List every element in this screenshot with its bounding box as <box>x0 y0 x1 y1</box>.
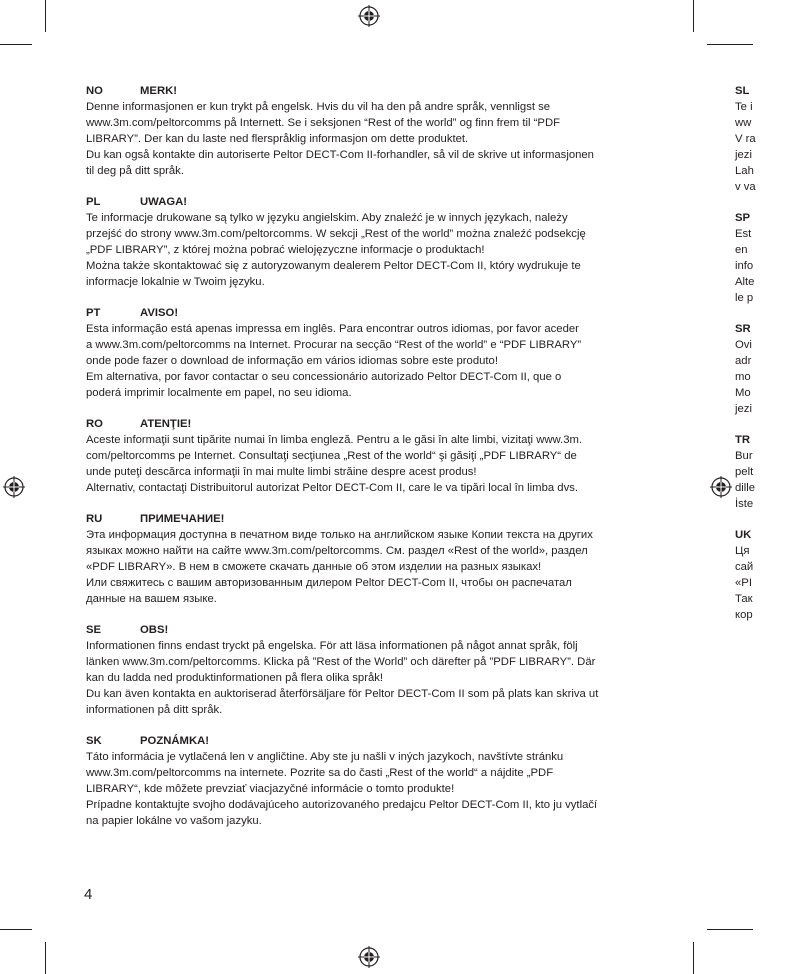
registration-mark-icon <box>3 476 25 498</box>
crop-mark <box>45 0 46 32</box>
page-number: 4 <box>84 886 93 903</box>
text-line: le p <box>735 292 754 304</box>
section-se <box>86 622 656 718</box>
text-line: Mo <box>735 387 751 399</box>
text-line: Ovi <box>735 339 752 351</box>
section-pt <box>86 305 656 401</box>
registration-mark-icon <box>358 946 380 968</box>
section-text: Te informacje drukowane są tylko w języku angielskim. Aby znaleźć je w innych językach, należy przejść do strony www.3m.com/peltorcomms. W sekcji „Rest of the world” można znaleźć podsekcję „PDF LIBRARY”, z której można pobrać wielojęzyczne informacje o produktach! Można także skontaktować się z autoryzowanym dealerem Peltor DECT-Com II, który wydrukuje te informacje lokalnie w Twoim języku. <box>86 212 586 288</box>
registration-mark-icon <box>710 476 732 498</box>
section-text: Táto informácia je vytlačená len v angličtine. Aby ste ju našli v iných jazykoch, navštívte stránku www.3m.com/peltorcomms na internete. Pozrite sa do časti „Rest of the world“ a nájdite „PDF LIBRARY“, kde môžete prevziať viacjazyčné informácie o tomto produkte! Prípadne kontaktujte svojho dodávajúceho autorizovaného predajcu Peltor DECT-Com II, kto ju vytlačí na papier lokálne vo vašom jazyku. <box>86 751 598 827</box>
section-sl <box>735 83 795 195</box>
section-code: SK <box>86 735 102 747</box>
section-text: Esta informação está apenas impressa em inglês. Para encontrar outros idiomas, por favor aceder a www.3m.com/peltorcomms na Internet. Procurar na secção “Rest of the world” e “PDF LIBRARY” onde pode fazer o download de informação em vários idiomas sobre este produto! Em alternativa, por favor contactar o seu concessionário autorizado Peltor DECT-Com II, que o poderá imprimir localmente em papel, no seu idioma. <box>86 323 582 399</box>
section-code: TR <box>735 434 751 446</box>
section-no <box>86 83 656 179</box>
text-line: jezi <box>735 403 752 415</box>
text-line: pelt <box>735 466 754 478</box>
text-line: «PI <box>735 577 752 589</box>
section-sk <box>86 733 656 829</box>
section-heading: AVISO! <box>140 307 179 319</box>
section-code: RO <box>86 418 103 430</box>
crop-mark <box>0 44 32 45</box>
text-line: info <box>735 260 754 272</box>
text-line: v va <box>735 181 756 193</box>
section-text: Denne informasjonen er kun trykt på engelsk. Hvis du vil ha den på andre språk, vennligst se www.3m.com/peltorcomms på Internett. Se i seksjonen “Rest of the world” og finn frem til “PDF LIBRARY”. Der kan du laste ned flerspråklig informasjon om dette produktet. Du kan også kontakte din autoriserte Peltor DECT-Com II-forhandler, så vil de skrive ut informasjonen til deg på ditt språk. <box>86 101 594 177</box>
section-heading: MERK! <box>140 85 178 97</box>
text-line: V ra <box>735 133 756 145</box>
section-code: PT <box>86 307 101 319</box>
crop-mark <box>693 942 694 974</box>
section-code: SR <box>735 323 751 335</box>
section-heading: OBS! <box>140 624 169 636</box>
crop-mark <box>707 929 753 930</box>
section-code: NO <box>86 85 103 97</box>
section-pl <box>86 194 656 290</box>
section-text: Informationen finns endast tryckt på engelska. För att läsa informationen på något annat språk, följ länken www.3m.com/peltorcomms. Klicka på ”Rest of the World” och därefter på ”PDF LIBRARY”. Där kan du ladda ned produktinformationen på flera olika språk! Du kan även kontakta en auktoriserad återförsäljare för Peltor DECT-Com II som på plats kan skriva ut informationen på ditt språk. <box>86 640 599 716</box>
section-code: SE <box>86 624 102 636</box>
section-heading: UWAGA! <box>140 196 188 208</box>
text-line: ww <box>735 117 752 129</box>
text-line: Te i <box>735 101 753 113</box>
section-tr <box>735 432 795 512</box>
section-sr <box>735 321 795 417</box>
text-line: jezi <box>735 149 752 161</box>
crop-mark <box>707 44 753 45</box>
text-line: Lah <box>735 165 754 177</box>
section-heading: ПРИМЕЧАНИЕ! <box>140 513 225 525</box>
text-line: mo <box>735 371 751 383</box>
text-line: кор <box>735 609 753 621</box>
section-ro <box>86 416 656 496</box>
crop-mark <box>693 0 694 32</box>
section-code: SL <box>735 85 750 97</box>
registration-mark-icon <box>358 5 380 27</box>
text-line: Alte <box>735 276 755 288</box>
text-line: сай <box>735 561 754 573</box>
section-uk <box>735 527 795 623</box>
section-ru <box>86 511 656 607</box>
section-heading: ATENŢIE! <box>140 418 192 430</box>
text-line: adr <box>735 355 752 367</box>
text-line: Bur <box>735 450 753 462</box>
section-code: RU <box>86 513 103 525</box>
section-code: UK <box>735 529 752 541</box>
crop-mark <box>45 942 46 974</box>
text-line: Так <box>735 593 753 605</box>
right-column-cropped <box>735 83 795 621</box>
section-sp <box>735 210 795 306</box>
text-line: Ця <box>735 545 750 557</box>
text-line: Est <box>735 228 752 240</box>
crop-mark <box>0 929 32 930</box>
section-text: Aceste informaţii sunt tipărite numai în limba engleză. Pentru a le găsi în alte limbi, vizitaţi www.3m. com/peltorcomms pe Internet. Consultaţi secţiunea „Rest of the world“ şi găsiţi „PDF LIBRARY“ de unde puteţi descărca informaţii în mai multe limbi străine despre acest produs! Alternativ, contactaţi Distribuitorul autorizat Peltor DECT-Com II, care le va tipări local în limba dvs. <box>86 434 583 494</box>
main-column <box>86 83 656 844</box>
section-code: PL <box>86 196 101 208</box>
section-heading: POZNÁMKA! <box>140 735 210 747</box>
text-line: dille <box>735 482 756 494</box>
text-line: en <box>735 244 748 256</box>
text-line: İste <box>735 498 754 510</box>
section-text: Эта информация доступна в печатном виде только на английском языке Копии текста на других языках можно найти на сайте www.3m.com/peltorcomms. См. раздел «Rest of the world», раздел «PDF LIBRARY». В нем в сможете скачать данные об этом изделии на разных языках! Или свяжитесь с вашим авторизованным дилером Peltor DECT-Com II, чтобы он распечатал данные на вашем языке. <box>86 529 593 605</box>
section-code: SP <box>735 212 751 224</box>
